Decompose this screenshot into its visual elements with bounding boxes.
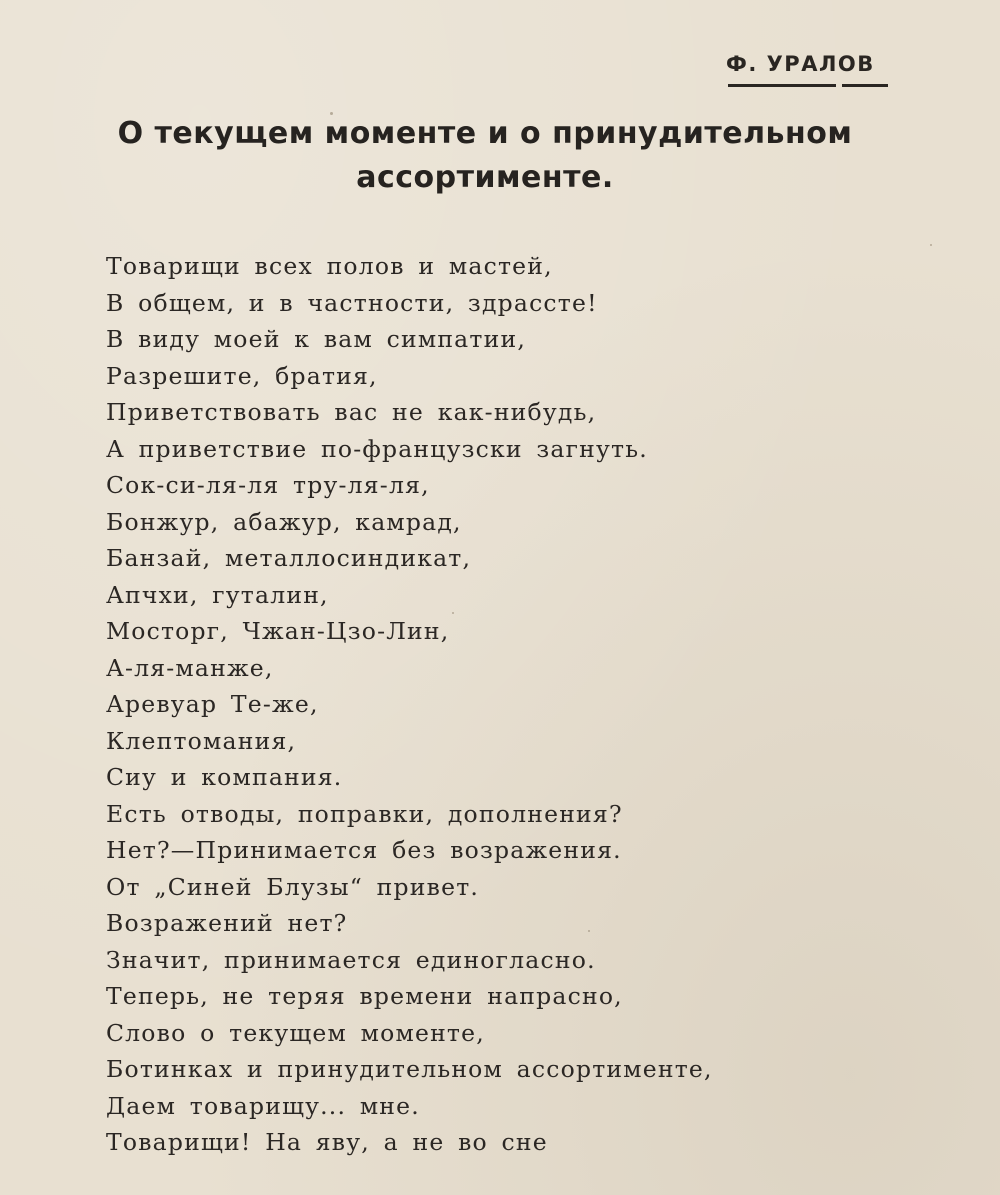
author-name: Ф. УРАЛОВ (726, 52, 875, 76)
poem-line: Приветствовать вас не как-нибудь, (106, 398, 597, 426)
poem-line: Сиу и компания. (106, 763, 343, 791)
poem-line: Значит, принимается единогласно. (106, 945, 596, 974)
author-underline (842, 84, 888, 87)
poem-line: Мосторг, Чжан-Цзо-Лин, (106, 617, 450, 645)
poem-line: Возражений нет? (106, 909, 348, 937)
poem-line: Теперь, не теряя времени напрасно, (106, 982, 623, 1010)
poem-line: Бонжур, абажур, камрад, (106, 507, 462, 536)
poem-line: А-ля-манже, (106, 653, 274, 682)
poem-line: От „Синей Блузы“ привет. (106, 872, 480, 901)
poem-line: Клептомания, (106, 726, 297, 755)
page-title (60, 112, 910, 200)
title-line: ассортименте. (356, 160, 614, 195)
paper-speck (930, 244, 932, 246)
poem-line: Даем товарищу... мне. (106, 1091, 420, 1120)
poem-line: Товарищи! На яву, а не во сне (106, 1128, 548, 1156)
poem-line: Ботинках и принудительном ассортименте, (106, 1055, 713, 1083)
author-underline (728, 84, 836, 87)
poem-line: Сок-си-ля-ля тру-ля-ля, (106, 471, 430, 499)
poem-line: Разрешите, братия, (106, 361, 378, 390)
poem-line: Слово о текущем моменте, (106, 1018, 485, 1047)
poem-line: Есть отводы, поправки, дополнения? (106, 799, 623, 828)
poem-line: Аревуар Те-же, (106, 690, 319, 718)
title-line: О текущем моменте и о принудительном (117, 116, 853, 151)
poem-line: А приветствие по-французски загнуть. (106, 434, 648, 463)
poem-line: В общем, и в частности, здрассте! (106, 288, 598, 317)
poem-line: В виду моей к вам симпатии, (106, 325, 526, 353)
poem-line: Нет?—Принимается без возражения. (106, 836, 622, 864)
poem-line: Апчхи, гуталин, (106, 580, 329, 609)
poem-text (106, 248, 926, 1161)
poem-line: Товарищи всех полов и мастей, (106, 252, 553, 280)
poem-line: Банзай, металлосиндикат, (106, 544, 472, 572)
